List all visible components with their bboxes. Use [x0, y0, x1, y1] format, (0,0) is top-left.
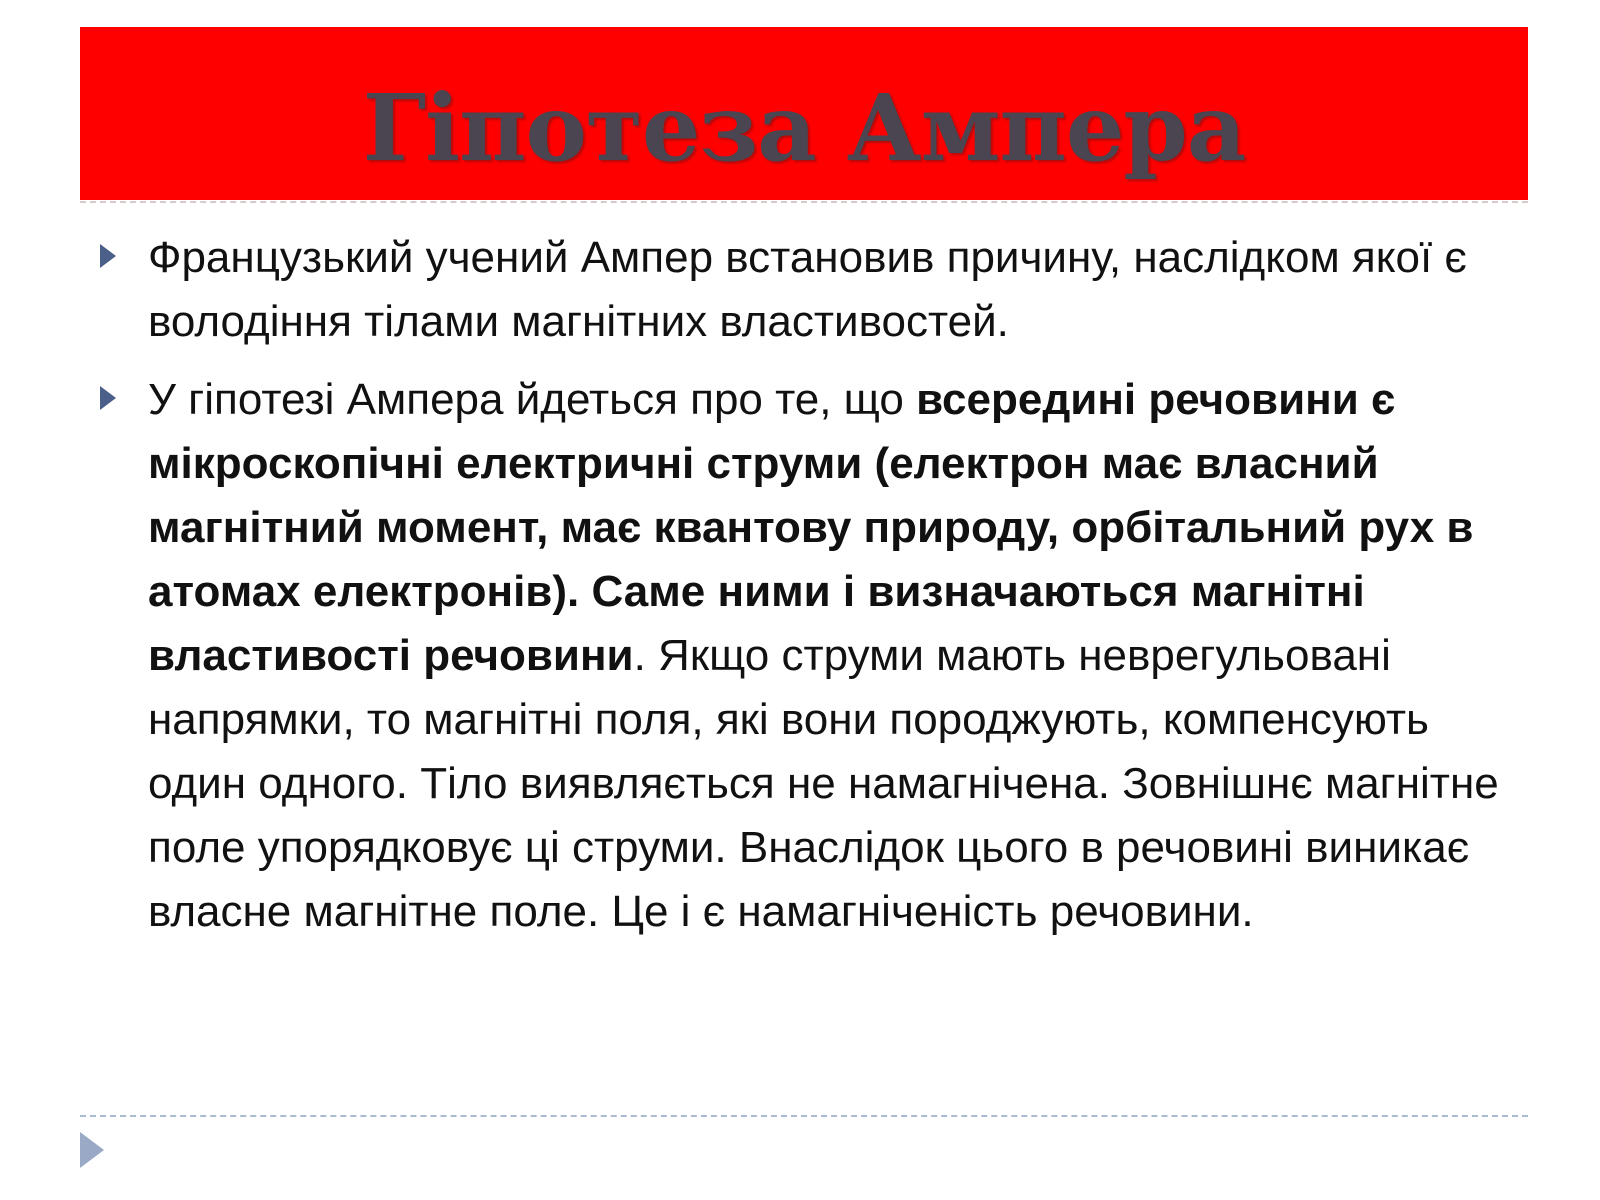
triangle-right-icon: [100, 386, 116, 410]
bullet-text-emphasis: всередині речовини є мікроскопічні електричні струми (електрон має власний магнітний момент, має квантову природу, орбітальний рух в атомах електронів). Саме ними і визначаються магнітні властивості речовини: [148, 375, 1474, 680]
bullet-item: [100, 226, 1520, 354]
bullet-text-end: . Якщо струми мають неврегульовані напрямки, то магнітні поля, які вони породжують, компенсують один одного. Тіло виявляється не намагнічена. Зовнішнє магнітне поле упорядковує ці струми. Внаслідок цього в речовині виникає власне магнітне поле. Це і є намагніченість речовини.: [148, 631, 1499, 936]
slide-content: [100, 226, 1520, 958]
bullet-text-start: У гіпотезі Ампера йдеться про те, що: [148, 375, 917, 424]
triangle-right-icon: [100, 244, 116, 268]
bullet-text: Французький учений Ампер встановив причину, наслідком якої є володіння тілами магнітних властивостей.: [148, 233, 1467, 346]
slide-title: Гіпотеза Ампера: [362, 73, 1246, 182]
title-band: [80, 27, 1528, 200]
triangle-right-icon: [80, 1132, 104, 1168]
bullet-item: [100, 368, 1520, 944]
footer-divider: [80, 1115, 1528, 1117]
